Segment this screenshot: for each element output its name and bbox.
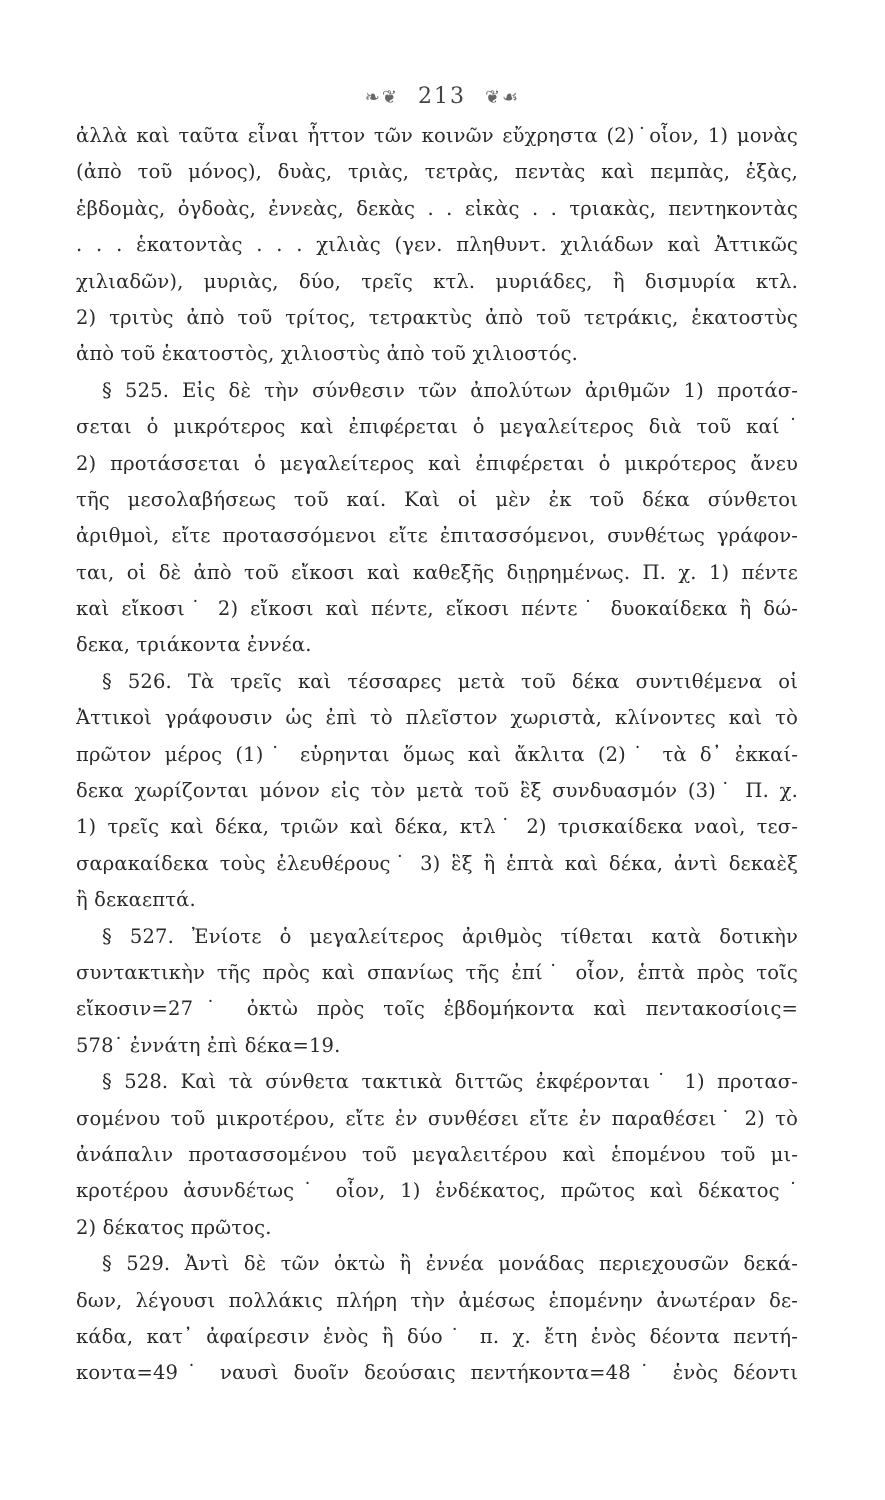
text-line: 578˙ ἐννάτη ἐπὶ δέκα=19. xyxy=(76,1033,341,1057)
text-line: ἑβδομὰς, ὀγδοὰς, ἐννεὰς, δεκὰς . . εἰκὰς . . τριακὰς, πεντηκοντὰς xyxy=(76,196,798,220)
ornament-right-icon: ❦☙ xyxy=(484,87,521,108)
text-line: καὶ εἴκοσι˙ 2) εἴκοσι καὶ πέντε, εἴκοσι πέντε˙ δυοκαίδεκα ἢ δώ- xyxy=(76,597,798,621)
section-525-start: § 525. Εἰς δὲ τὴν σύνθεσιν τῶν ἀπολύτων ἀριθμῶν 1) προτάσ- xyxy=(102,378,798,402)
text-line: σομένου τοῦ μικροτέρου, εἴτε ἐν συνθέσει εἴτε ἐν παραθέσει˙ 2) τὸ xyxy=(76,1106,798,1130)
text-line: (ἀπὸ τοῦ μόνος), δυὰς, τριὰς, τετρὰς, πεντὰς καὶ πεμπὰς, ἑξὰς, xyxy=(76,160,798,184)
text-line: εἴκοσιν=27˙ ὀκτὼ πρὸς τοῖς ἑβδομήκοντα καὶ πεντακοσίοις= xyxy=(76,997,798,1021)
text-line: 2) προτάσσεται ὁ μεγαλείτερος καὶ ἐπιφέρεται ὁ μικρότερος ἄνευ xyxy=(76,451,798,475)
text-line: ται, οἱ δὲ ἀπὸ τοῦ εἴκοσι καὶ καθεξῆς διῃρημένως. Π. χ. 1) πέντε xyxy=(76,560,798,584)
text-line: ἀνάπαλιν προτασσομένου τοῦ μεγαλειτέρου καὶ ἑπομένου τοῦ μι- xyxy=(76,1142,798,1166)
text-line: ἀλλὰ καὶ ταῦτα εἶναι ἧττον τῶν κοινῶν εὔχρηστα (2)˙οἷον, 1) μονὰς xyxy=(76,124,798,147)
text-line: . . . ἑκατοντὰς . . . χιλιὰς (γεν. πληθυντ. χιλιάδων καὶ Ἀττικῶς xyxy=(76,233,798,257)
page-header xyxy=(0,84,885,109)
section-528-start: § 528. Καὶ τὰ σύνθετα τακτικὰ διττῶς ἐκφέρονται˙ 1) προτασ- xyxy=(102,1070,798,1094)
text-line: Ἀττικοὶ γράφουσιν ὡς ἐπὶ τὸ πλεῖστον χωριστὰ, κλίνοντες καὶ τὸ xyxy=(76,706,798,730)
ornament-left-icon: ❧❦ xyxy=(364,87,399,108)
text-line: κάδα, κατ᾿ ἀφαίρεσιν ἑνὸς ἢ δύο˙ π. χ. ἔτη ἑνὸς δέοντα πεντή- xyxy=(76,1324,798,1348)
text-line: σεται ὁ μικρότερος καὶ ἐπιφέρεται ὁ μεγαλείτερος διὰ τοῦ καί˙ xyxy=(76,415,798,439)
text-line: ἀριθμοὶ, εἴτε προτασσόμενοι εἴτε ἐπιτασσόμενοι, συνθέτως γράφον- xyxy=(76,524,798,548)
section-529-start: § 529. Ἀντὶ δὲ τῶν ὀκτὼ ἢ ἐννέα μονάδας περιεχουσῶν δεκά- xyxy=(102,1252,798,1276)
text-line: δων, λέγουσι πολλάκις πλήρη τὴν ἀμέσως ἑπομένην ἀνωτέραν δε- xyxy=(76,1288,798,1312)
text-line: ἀπὸ τοῦ ἑκατοστὸς, χιλιοστὺς ἀπὸ τοῦ χιλιοστός. xyxy=(76,342,579,366)
body-text xyxy=(76,118,798,1392)
text-line: ἢ δεκαεπτά. xyxy=(76,888,196,912)
text-line: δεκα χωρίζονται μόνον εἰς τὸν μετὰ τοῦ ἓξ συνδυασμόν (3)˙ Π. χ. xyxy=(76,779,798,803)
page-number: 213 xyxy=(417,84,466,109)
text-line: 2) δέκατος πρῶτος. xyxy=(76,1215,272,1239)
text-line: τῆς μεσολαβήσεως τοῦ καί. Καὶ οἱ μὲν ἐκ τοῦ δέκα σύνθετοι xyxy=(76,487,798,511)
text-line: 1) τρεῖς καὶ δέκα, τριῶν καὶ δέκα, κτλ˙ 2) τρισκαίδεκα ναοὶ, τεσ- xyxy=(76,815,798,839)
text-line: σαρακαίδεκα τοὺς ἐλευθέρους˙ 3) ἓξ ἢ ἑπτὰ καὶ δέκα, ἀντὶ δεκαὲξ xyxy=(76,851,798,875)
text-line: συντακτικὴν τῆς πρὸς καὶ σπανίως τῆς ἐπί˙ οἷον, ἑπτὰ πρὸς τοῖς xyxy=(76,960,798,984)
text-line: πρῶτον μέρος (1)˙ εὑρηνται ὅμως καὶ ἄκλιτα (2)˙ τὰ δ᾿ ἐκκαί- xyxy=(76,742,798,766)
text-line: χιλιαδῶν), μυριὰς, δύο, τρεῖς κτλ. μυριάδες, ἢ δισμυρία κτλ. xyxy=(76,269,798,293)
section-527-start: § 527. Ἐνίοτε ὁ μεγαλείτερος ἀριθμὸς τίθεται κατὰ δοτικὴν xyxy=(102,924,798,948)
text-line: κροτέρου ἀσυνδέτως˙ οἷον, 1) ἑνδέκατος, πρῶτος καὶ δέκατος˙ xyxy=(76,1179,798,1203)
text-line: κοντα=49˙ ναυσὶ δυοῖν δεούσαις πεντήκοντα=48˙ ἑνὸς δέοντι xyxy=(76,1361,798,1385)
section-526-start: § 526. Τὰ τρεῖς καὶ τέσσαρες μετὰ τοῦ δέκα συντιθέμενα οἱ xyxy=(102,669,798,693)
text-line: δεκα, τριάκοντα ἐννέα. xyxy=(76,633,312,657)
text-line: 2) τριτὺς ἀπὸ τοῦ τρίτος, τετρακτὺς ἀπὸ τοῦ τετράκις, ἑκατοστὺς xyxy=(76,305,798,329)
